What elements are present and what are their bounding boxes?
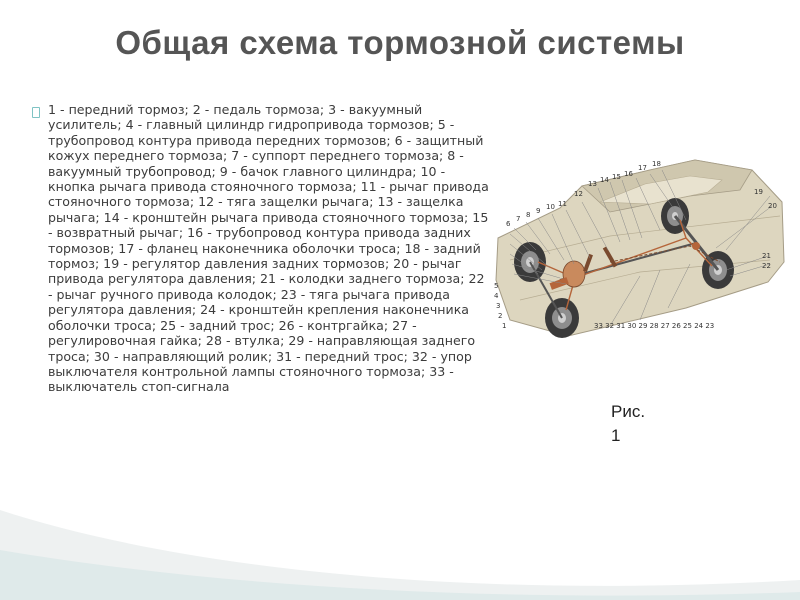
callout-bottom: 33 32 31 30 29 28 27 26 25 24 23 [594, 322, 715, 330]
slide-title: Общая схема тормозной системы [115, 24, 685, 61]
callout-top: 7 [516, 215, 521, 223]
callout-left: 2 [498, 312, 503, 320]
callout-top: 13 [588, 180, 597, 188]
brake-system-diagram [490, 150, 790, 350]
callout-left: 1 [502, 322, 507, 330]
callout-top: 10 [546, 203, 555, 211]
callout-top: 9 [536, 207, 541, 215]
callout-left: 5 [494, 282, 499, 290]
callout-top: 15 [612, 173, 621, 181]
callout-top: 18 [652, 160, 661, 168]
callout-left: 3 [496, 302, 501, 310]
legend-text: 1 - передний тормоз; 2 - педаль тормоза; 3 - вакуумный усилитель; 4 - главный цилиндр гидропривода тормозов; 5 - трубопровод контура привода передних тормозов; 6 - защитный кожух переднего тормоза; 7 - суппорт переднего тормоза; 8 - вакуумный трубопровод; 9 - бачок главного цилиндра; 10 - кнопка рычага привода стояночного тормоза; 11 - рычаг привода стояночного тормоза; 12 - тяга защелки рычага; 13 - защелка рычага; 14 - кронштейн рычага привода стояночного тормоза; 15 - возвратный рычаг; 16 - трубопровод контура привода задних тормозов; 17 - фланец наконечника оболочки троса; 18 - задний тормоз; 19 - регулятор давления задних тормозов; 20 - рычаг привода регулятора давления; 21 - колодки заднего тормоза; 22 - рычаг ручного привода колодок; 23 - тяга рычага привода регулятора давления; 24 - кронштейн крепления наконечника оболочки троса; 25 - задний трос; 26 - контргайка; 27 - регулировочная гайка; 28 - втулка; 29 - направляющая заднего троса; 30 - направляющий ролик; 31 - передний трос; 32 - упор выключателя контрольной лампы стояночного тормоза; 33 - выключатель стоп-сигнала [48, 102, 489, 395]
callout-top: 8 [526, 211, 531, 219]
callout-top: 16 [624, 170, 633, 178]
callout-left: 4 [494, 292, 499, 300]
callout-top: 6 [506, 220, 511, 228]
decorative-wave [0, 480, 800, 600]
callout-right: 22 [762, 262, 771, 270]
figure-caption [611, 400, 671, 448]
callout-right: 21 [762, 252, 771, 260]
callout-top: 17 [638, 164, 647, 172]
bullet-marker [32, 107, 40, 118]
callout-top: 12 [574, 190, 583, 198]
figure-caption-label: Рис. [611, 402, 646, 421]
callout-right: 20 [768, 202, 777, 210]
callout-top: 11 [558, 200, 567, 208]
callout-top: 14 [600, 176, 609, 184]
pressure-regulator [692, 242, 700, 250]
callout-right: 19 [754, 188, 763, 196]
figure-caption-number: 1 [611, 426, 621, 445]
